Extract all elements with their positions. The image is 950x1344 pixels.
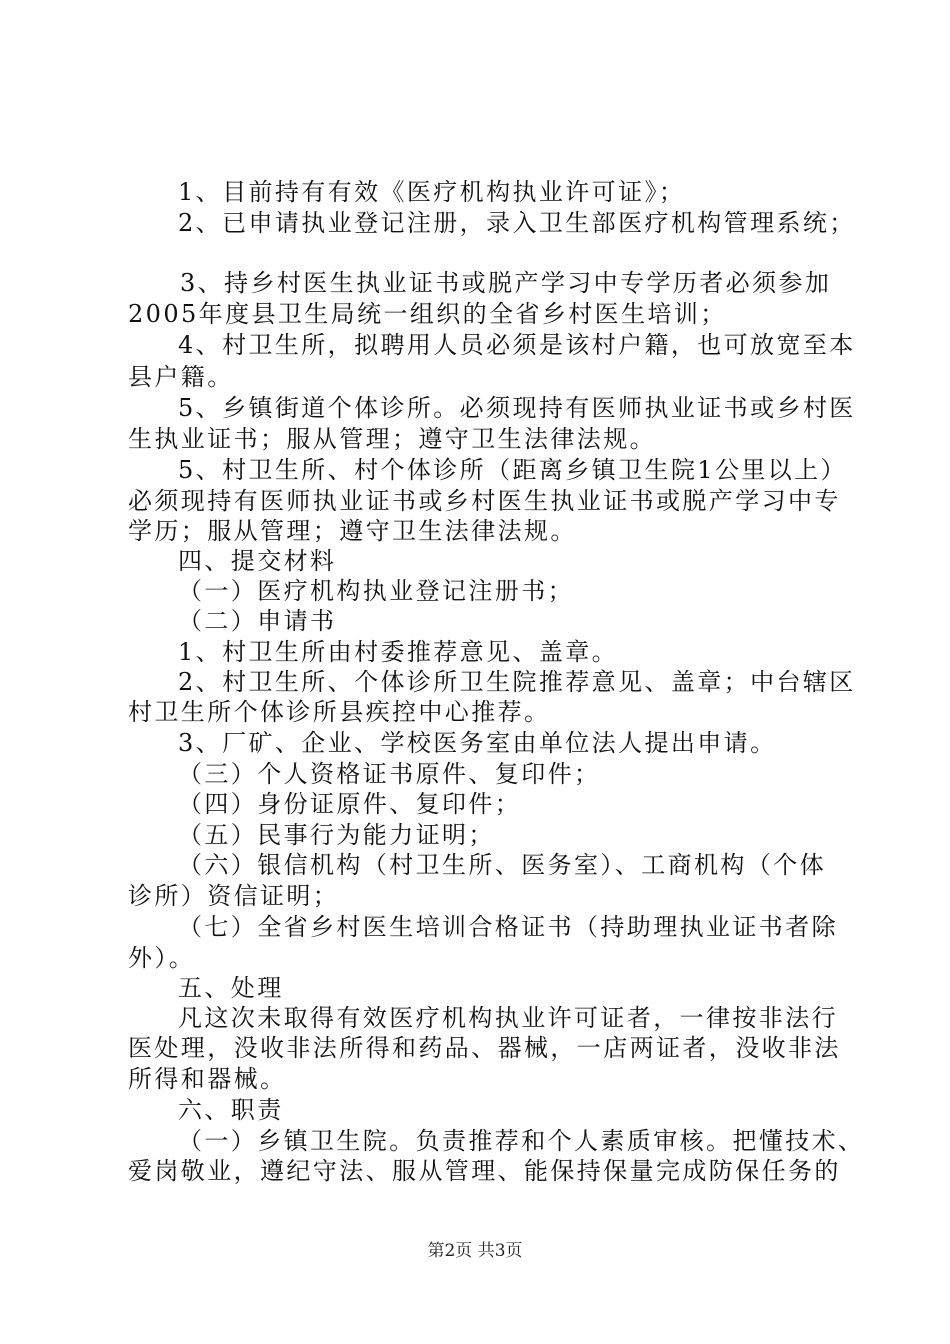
text-line: 凡这次未取得有效医疗机构执业许可证者，一律按非法行 [178, 1004, 838, 1032]
text-line: 必须现持有医师执业证书或乡村医生执业证书或脱产学习中专 [128, 487, 841, 515]
text-line: （一）乡镇卫生院。负责推荐和个人素质审核。把懂技术、 [178, 1127, 865, 1155]
text-line: 县户籍。 [128, 363, 234, 391]
text-line: 诊所）资信证明； [128, 882, 340, 910]
text-line: （六）银信机构（村卫生所、医务室）、工商机构（个体 [178, 851, 826, 879]
text-line: 1、目前持有有效《医疗机构执业许可证》； [178, 178, 686, 206]
page-footer: 第2页 共3页 [427, 1241, 523, 1261]
text-line: （五）民事行为能力证明； [178, 821, 495, 849]
section-heading: 四、提交材料 [178, 547, 337, 575]
text-line: （四）身份证原件、复印件； [178, 790, 522, 818]
text-line: 5、村卫生所、村个体诊所（距离乡镇卫生院1公里以上） [178, 456, 847, 484]
text-line: 外）。 [128, 944, 196, 972]
text-line: 生执业证书；服从管理；遵守卫生法律法规。 [128, 425, 656, 453]
text-line: （二）申请书 [178, 607, 337, 635]
text-line: 村卫生所个体诊所县疾控中心推荐。 [128, 698, 551, 726]
text-line: 3、厂矿、企业、学校医务室由单位法人提出申请。 [178, 729, 777, 757]
text-line: 学历；服从管理；遵守卫生法律法规。 [128, 517, 577, 545]
text-line: 1、村卫生所由村委推荐意见、盖章。 [178, 638, 619, 666]
text-line: 所得和器械。 [128, 1065, 287, 1093]
text-line: 医处理，没收非法所得和药品、器械，一店两证者，没收非法 [128, 1034, 841, 1062]
text-line: 2005年度县卫生局统一组织的全省乡村医生培训； [128, 300, 727, 328]
text-line: 2、已申请执业登记注册，录入卫生部医疗机构管理系统； [178, 209, 856, 237]
text-line: 4、村卫生所，拟聘用人员必须是该村户籍，也可放宽至本 [178, 331, 856, 359]
section-heading: 五、处理 [178, 974, 284, 1002]
text-line: （三）个人资格证书原件、复印件； [178, 760, 601, 788]
text-line: 爱岗敬业，遵纪守法、服从管理、能保持保量完成防保任务的 [128, 1157, 841, 1185]
text-line: 2、村卫生所、个体诊所卫生院推荐意见、盖章；中台辖区 [178, 668, 856, 696]
text-line: （七）全省乡村医生培训合格证书（持助理执业证书者除 [178, 913, 838, 941]
text-line: 5、乡镇街道个体诊所。必须现持有医师执业证书或乡村医 [178, 394, 856, 422]
text-line: 3、持乡村医生执业证书或脱产学习中专学历者必须参加 [180, 269, 832, 297]
section-heading: 六、职责 [178, 1096, 284, 1124]
text-line: （一）医疗机构执业登记注册书； [178, 577, 574, 605]
